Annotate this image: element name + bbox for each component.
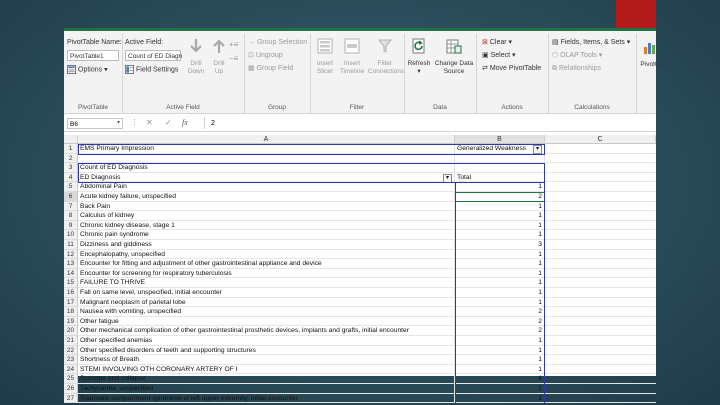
clear-button[interactable]: ⊠ Clear ▾ xyxy=(482,39,513,46)
filter-dropdown-icon[interactable]: ▾ xyxy=(533,145,542,154)
group-label-active-field: Active Field xyxy=(166,104,200,111)
cell-b-value: 1 xyxy=(538,346,542,354)
group-label-calculations: Calculations xyxy=(574,104,610,111)
cell-b-value: 1 xyxy=(538,356,542,364)
insert-slicer-button[interactable] xyxy=(314,38,336,76)
cell-b-value: 1 xyxy=(538,269,542,277)
cell-c[interactable] xyxy=(545,230,656,240)
cell-b-value: 1 xyxy=(538,212,542,220)
move-pivottable-icon: ⇄ xyxy=(482,65,488,72)
cancel-icon[interactable]: ✕ xyxy=(146,118,153,127)
cell-b[interactable] xyxy=(455,355,545,365)
ungroup-icon: ⊡ xyxy=(248,52,254,59)
row-number[interactable]: 14 xyxy=(64,269,78,279)
cell-a[interactable]: Other specified disorders of teeth and supporting structures xyxy=(78,346,455,356)
table-row xyxy=(64,307,656,317)
row-number[interactable]: 10 xyxy=(64,230,78,240)
drill-down-arrow-icon xyxy=(188,38,204,54)
cell-a[interactable]: Other mechanical complication of other gastrointestinal prosthetic devices, implants and grafts, initial encounter xyxy=(78,326,455,336)
relationships-icon: ⧉ xyxy=(552,65,557,72)
fields-items-sets-label: Fields, Items, & Sets xyxy=(560,39,625,46)
active-field-label: Active Field: xyxy=(125,39,164,46)
cell-b-value: 1 xyxy=(538,365,542,373)
cell-b-value: 1 xyxy=(538,260,542,268)
table-row xyxy=(64,365,656,375)
cell-c[interactable] xyxy=(545,144,656,154)
cell-b-value: 2 xyxy=(538,327,542,335)
group-calculations xyxy=(548,34,637,113)
cell-a[interactable]: Tachycardia, unspecified xyxy=(78,384,455,394)
refresh-button[interactable] xyxy=(407,38,431,76)
formula-bar-divider-icon: ⋮ xyxy=(131,119,138,126)
cell-b-value: Total xyxy=(457,173,472,181)
cell-a[interactable]: Syncope and collapse xyxy=(78,374,455,384)
group-filter xyxy=(310,34,405,113)
cell-a[interactable] xyxy=(78,154,455,164)
row-labels-dropdown-icon[interactable]: ▾ xyxy=(443,174,452,183)
cell-a[interactable]: Chronic pain syndrome xyxy=(78,230,455,240)
table-row xyxy=(64,355,656,365)
clear-icon: ⊠ xyxy=(482,39,488,46)
table-row xyxy=(64,336,656,346)
olap-tools-label: OLAP Tools xyxy=(560,52,597,59)
row-number[interactable]: 12 xyxy=(64,250,78,260)
relationships-button[interactable] xyxy=(552,64,601,73)
cell-b[interactable] xyxy=(455,182,545,192)
refresh-dropdown-icon: ▾ xyxy=(417,68,421,75)
cell-b[interactable] xyxy=(455,154,545,164)
cell-b-value: 2 xyxy=(538,317,542,325)
cell-a[interactable]: Nausea with vomiting, unspecified xyxy=(78,307,455,317)
cell-a[interactable]: Fall on same level, unspecified, initial encounter xyxy=(78,288,455,298)
formula-bar xyxy=(64,115,656,132)
insert-timeline-label: Insert Timeline xyxy=(339,60,365,75)
row-number[interactable]: 16 xyxy=(64,288,78,298)
cell-b[interactable] xyxy=(455,288,545,298)
row-number[interactable]: 4 xyxy=(64,173,78,183)
row-number[interactable]: 20 xyxy=(64,326,78,336)
row-number[interactable]: 7 xyxy=(64,202,78,212)
group-actions xyxy=(476,34,549,113)
table-row xyxy=(64,192,656,202)
move-pivottable-label: Move PivotTable xyxy=(489,65,542,72)
cell-a[interactable]: Encounter for screening for respiratory tuberculosis xyxy=(78,269,455,279)
insert-slicer-label: Insert Slicer xyxy=(316,60,334,75)
field-settings-icon xyxy=(125,65,134,74)
column-header-a[interactable]: A xyxy=(78,135,455,144)
cell-b-value: 1 xyxy=(538,221,542,229)
cell-c[interactable] xyxy=(545,211,656,221)
table-row xyxy=(64,278,656,288)
cell-b[interactable] xyxy=(455,336,545,346)
change-data-source-label: Change Data Source xyxy=(434,60,474,75)
row-number[interactable]: 6 xyxy=(64,192,78,202)
name-box-dropdown-icon[interactable]: ▾ xyxy=(117,120,121,126)
table-row xyxy=(64,240,656,250)
group-field-icon: ▦ xyxy=(248,65,255,72)
pivotchart-label: PivotC xyxy=(640,61,660,68)
group-field-button[interactable] xyxy=(248,64,293,73)
group-label-group: Group xyxy=(267,104,287,111)
insert-function-icon[interactable]: fx xyxy=(182,118,188,127)
cell-a[interactable]: Chronic kidney disease, stage 1 xyxy=(78,221,455,231)
cell-a[interactable]: Count of ED Diagnosis xyxy=(78,163,455,173)
cell-c[interactable] xyxy=(545,336,656,346)
group-label-actions: Actions xyxy=(501,104,523,111)
row-number[interactable]: 5 xyxy=(64,182,78,192)
drill-up-arrow-icon xyxy=(211,38,227,54)
row-number[interactable]: 22 xyxy=(64,346,78,356)
selected-cell-b6[interactable] xyxy=(455,192,545,202)
cell-b-value: 1 xyxy=(538,394,542,402)
row-number[interactable]: 23 xyxy=(64,355,78,365)
column-header-b[interactable]: B xyxy=(455,135,545,144)
insert-timeline-button[interactable] xyxy=(338,38,366,76)
cell-c[interactable] xyxy=(545,259,656,269)
row-number[interactable]: 15 xyxy=(64,278,78,288)
cell-c[interactable] xyxy=(545,317,656,327)
options-icon xyxy=(67,65,76,74)
cell-a[interactable]: Calculus of kidney xyxy=(78,211,455,221)
cell-c[interactable] xyxy=(545,384,656,394)
olap-tools-button[interactable]: ⬡ OLAP Tools ▾ xyxy=(552,52,603,59)
cell-b[interactable] xyxy=(455,346,545,356)
drill-up-label: Drill Up xyxy=(213,60,225,75)
table-row xyxy=(64,230,656,240)
expand-field-icon[interactable]: +≡ xyxy=(229,40,239,49)
cell-b-value: 2 xyxy=(538,308,542,316)
cell-b-value: 1 xyxy=(538,279,542,287)
cell-c[interactable] xyxy=(545,163,656,173)
cell-b-value: 1 xyxy=(538,289,542,296)
row-number[interactable]: 11 xyxy=(64,240,78,250)
table-row xyxy=(64,211,656,221)
fields-items-sets-icon: ▤ xyxy=(552,39,559,46)
filter-connections-icon xyxy=(377,38,393,54)
field-settings-label: Field Settings xyxy=(136,66,179,74)
cell-a[interactable]: Back Pain xyxy=(78,202,455,212)
table-row xyxy=(64,269,656,279)
cell-c[interactable] xyxy=(545,365,656,375)
cell-c[interactable] xyxy=(545,173,656,183)
excel-window xyxy=(64,28,660,402)
options-label: Options xyxy=(78,66,103,74)
group-selection-button[interactable] xyxy=(248,38,307,47)
select-all-corner[interactable] xyxy=(64,135,78,144)
cell-c[interactable] xyxy=(545,346,656,356)
cell-a[interactable]: Encounter for fitting and adjustment of other gastrointestinal appliance and device xyxy=(78,259,455,269)
table-row xyxy=(64,173,656,183)
cell-b-value: 4 xyxy=(538,375,542,383)
group-pivottable xyxy=(64,34,123,113)
cell-c[interactable] xyxy=(545,221,656,231)
change-data-source-button[interactable] xyxy=(434,38,474,76)
row-number[interactable]: 18 xyxy=(64,307,78,317)
cell-b[interactable] xyxy=(455,221,545,231)
cell-b-value: 1 xyxy=(538,183,542,191)
insert-slicer-icon xyxy=(317,38,333,54)
cell-c[interactable] xyxy=(545,269,656,279)
table-row xyxy=(64,259,656,269)
accent-block xyxy=(616,0,656,28)
cell-c[interactable] xyxy=(545,298,656,308)
cell-b[interactable] xyxy=(455,298,545,308)
cell-b[interactable] xyxy=(455,307,545,317)
group-label-pivottable: PivotTable xyxy=(78,104,108,111)
cell-b-value: 1 xyxy=(538,337,542,344)
cell-c[interactable] xyxy=(545,307,656,317)
drill-down-label: Drill Down xyxy=(187,60,205,75)
formula-input[interactable]: 2 xyxy=(211,120,215,127)
table-row xyxy=(64,326,656,336)
cell-c[interactable] xyxy=(545,250,656,260)
column-header-c[interactable]: C xyxy=(545,135,656,144)
group-selection-label: Group Selection xyxy=(256,39,308,46)
cell-b[interactable] xyxy=(455,202,545,212)
row-number[interactable]: 17 xyxy=(64,298,78,308)
refresh-icon xyxy=(411,38,427,54)
cell-b-value: Generalized Weakness xyxy=(457,145,527,152)
cell-b[interactable] xyxy=(455,269,545,279)
cell-a[interactable]: Encephalopathy, unspecified xyxy=(78,250,455,260)
table-row xyxy=(64,298,656,308)
drill-down-button[interactable] xyxy=(184,38,208,76)
cell-a[interactable]: STEMI INVOLVING OTH CORONARY ARTERY OF I xyxy=(78,365,455,375)
name-box[interactable]: B6 xyxy=(67,118,123,129)
filter-connections-label: Filter Connections xyxy=(368,60,405,75)
table-row xyxy=(64,374,656,384)
cell-c[interactable] xyxy=(545,355,656,365)
move-pivottable-button[interactable] xyxy=(482,64,541,73)
cell-b[interactable] xyxy=(455,326,545,336)
cell-a[interactable]: Malignant neoplasm of parietal lobe xyxy=(78,298,455,308)
row-number[interactable]: 26 xyxy=(64,384,78,394)
cell-a[interactable]: EMS Primary Impression xyxy=(78,144,455,154)
cell-b[interactable] xyxy=(455,211,545,221)
field-settings-button[interactable] xyxy=(125,65,178,74)
insert-timeline-icon xyxy=(344,38,360,54)
filter-connections-button[interactable] xyxy=(368,38,405,76)
cell-b[interactable] xyxy=(455,365,545,375)
enter-icon[interactable]: ✓ xyxy=(165,118,172,127)
active-field-input[interactable]: Count of ED Diagn xyxy=(125,50,181,61)
pivotchart-button[interactable] xyxy=(638,39,662,69)
group-data xyxy=(404,34,477,113)
group-group xyxy=(244,34,311,113)
table-row xyxy=(64,384,656,394)
cell-a[interactable]: Dizziness and giddiness xyxy=(78,240,455,250)
clear-label: Clear xyxy=(489,39,507,46)
drill-up-button[interactable] xyxy=(208,38,230,76)
change-data-source-icon xyxy=(446,38,462,54)
refresh-label: Refresh xyxy=(407,60,431,67)
cell-b-value: 1 xyxy=(538,250,542,258)
row-number[interactable]: 19 xyxy=(64,317,78,327)
row-number[interactable]: 24 xyxy=(64,365,78,375)
cell-b[interactable] xyxy=(455,278,545,288)
group-active-field xyxy=(122,34,245,113)
pivotchart-icon xyxy=(642,39,658,55)
cell-a[interactable]: FAILURE TO THRIVE xyxy=(78,278,455,288)
ungroup-button[interactable] xyxy=(248,51,283,60)
ribbon xyxy=(64,31,660,114)
cell-b[interactable] xyxy=(455,240,545,250)
table-row xyxy=(64,317,656,327)
formula-separator xyxy=(204,117,205,129)
row-number[interactable]: 9 xyxy=(64,221,78,231)
cell-c[interactable] xyxy=(545,240,656,250)
row-number[interactable]: 2 xyxy=(64,154,78,164)
cell-b-value: 1 xyxy=(538,385,542,392)
row-number[interactable]: 27 xyxy=(64,394,78,404)
row-number[interactable]: 1 xyxy=(64,144,78,154)
select-label: Select xyxy=(490,52,511,59)
select-button[interactable]: ▣ Select ▾ xyxy=(482,52,516,59)
group-label-filter: Filter xyxy=(349,104,365,111)
ungroup-label: Ungroup xyxy=(255,52,283,59)
table-row xyxy=(64,250,656,260)
cell-c[interactable] xyxy=(545,326,656,336)
cell-b[interactable] xyxy=(455,374,545,384)
cell-a[interactable]: Other fatigue xyxy=(78,317,455,327)
cell-a[interactable]: Abdominal Pain xyxy=(78,182,455,192)
cell-a[interactable]: Other specified anemias xyxy=(78,336,455,346)
table-row xyxy=(64,288,656,298)
collapse-field-icon[interactable]: −≡ xyxy=(229,54,239,63)
cell-a[interactable]: Traumatic compartment syndrome of left upper extremity, initial encounter xyxy=(78,394,455,404)
olap-tools-icon: ⬡ xyxy=(552,52,559,59)
cell-b[interactable] xyxy=(455,173,545,183)
cell-b[interactable] xyxy=(455,230,545,240)
group-selection-icon: → xyxy=(248,39,255,46)
table-row xyxy=(64,221,656,231)
table-row xyxy=(64,346,656,356)
cell-b-value: 1 xyxy=(538,202,542,210)
cell-b-value: 3 xyxy=(538,241,542,248)
cell-c[interactable] xyxy=(545,278,656,288)
cell-c[interactable] xyxy=(545,154,656,164)
table-row xyxy=(64,202,656,212)
cell-b[interactable] xyxy=(455,394,545,404)
fields-items-sets-button[interactable]: ▤ Fields, Items, & Sets ▾ xyxy=(552,39,631,46)
cell-c[interactable] xyxy=(545,182,656,192)
table-row xyxy=(64,394,656,404)
cell-b[interactable] xyxy=(455,144,545,154)
cell-c[interactable] xyxy=(545,192,656,202)
cell-a[interactable]: Acute kidney failure, unspecified xyxy=(78,192,455,202)
row-number[interactable]: 3 xyxy=(64,163,78,173)
relationships-label: Relationships xyxy=(558,65,601,72)
group-label-data: Data xyxy=(433,104,447,111)
pivottable-name-input[interactable]: PivotTable1 xyxy=(67,50,119,61)
table-row xyxy=(64,182,656,192)
cell-b[interactable] xyxy=(455,259,545,269)
row-number[interactable]: 21 xyxy=(64,336,78,346)
table-row xyxy=(64,163,656,173)
cell-b[interactable] xyxy=(455,250,545,260)
cell-b[interactable] xyxy=(455,384,545,394)
cell-c[interactable] xyxy=(545,288,656,298)
cell-b-value: 1 xyxy=(538,298,542,306)
table-row xyxy=(64,144,656,154)
cell-a[interactable]: ED Diagnosis ▾ xyxy=(78,173,455,183)
cell-c[interactable] xyxy=(545,202,656,212)
pivottable-name-label: PivotTable Name: xyxy=(67,39,122,46)
table-row xyxy=(64,154,656,164)
row-number[interactable]: 8 xyxy=(64,211,78,221)
cell-b-value: 2 xyxy=(538,193,542,200)
cell-b-value: 1 xyxy=(538,231,542,239)
row-number[interactable]: 25 xyxy=(64,374,78,384)
cell-b[interactable] xyxy=(455,317,545,327)
cell-b[interactable] xyxy=(455,163,545,173)
cell-a[interactable]: Shortness of Breath xyxy=(78,355,455,365)
row-number[interactable]: 13 xyxy=(64,259,78,269)
cell-c[interactable] xyxy=(545,374,656,384)
options-button[interactable]: Options ▾ xyxy=(67,65,108,74)
group-field-label: Group Field xyxy=(256,65,294,72)
cell-c[interactable] xyxy=(545,394,656,404)
select-icon: ▣ xyxy=(482,52,489,59)
